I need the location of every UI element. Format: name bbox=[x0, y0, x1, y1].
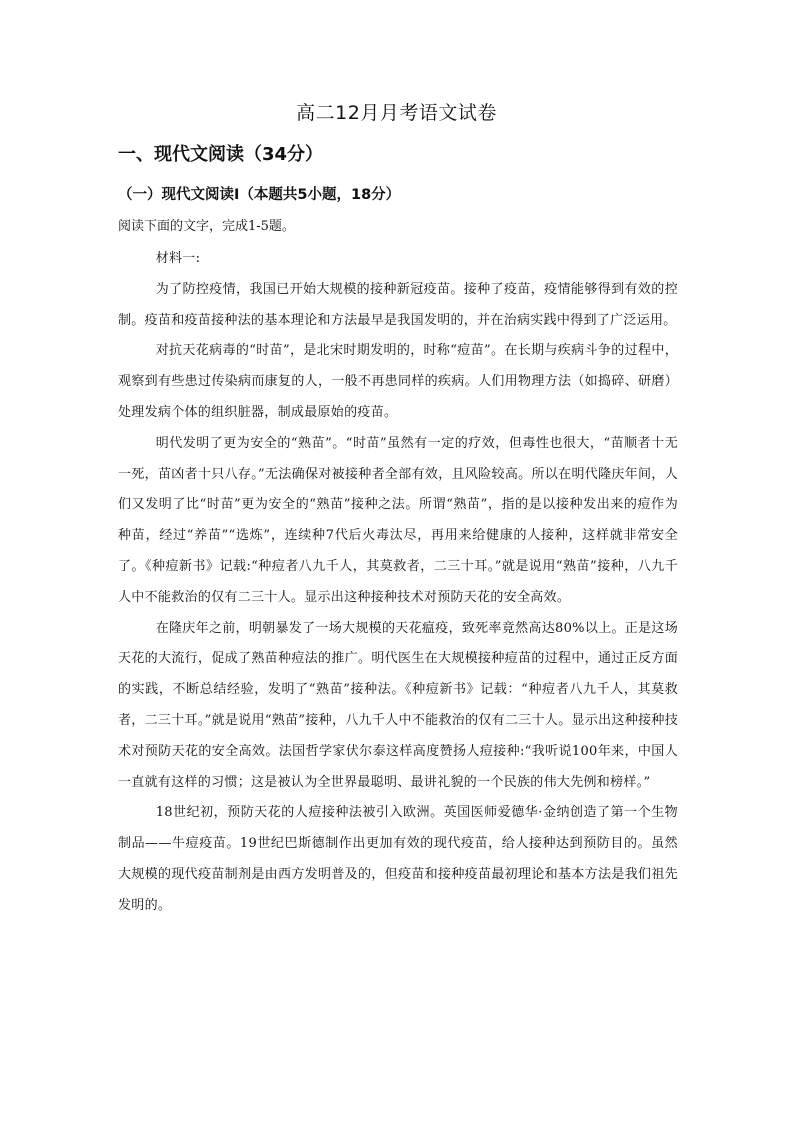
passage-paragraph-1: 为了防控疫情，我国已开始大规模的接种新冠疫苗。接种了疫苗，疫情能够得到有效的控制。疫苗和疫苗接种法的基本理论和方法最早是我国发明的，并在治病实践中得到了广泛运用。 bbox=[118, 281, 678, 328]
material-label: 材料一: bbox=[155, 251, 201, 266]
passage-paragraph-5: 18世纪初，预防天花的人痘接种法被引入欧洲。英国医师爱德华·金纳创造了第一个生物制品——牛痘疫苗。19世纪巴斯德制作出更加有效的现代疫苗，给人接种达到预防目的。虽然大规模的现代疫苗制剂是由西方发明普及的，但疫苗和接种疫苗最初理论和基本方法是我们祖先发明的。 bbox=[118, 805, 678, 913]
sub-section-heading: （一）现代文阅读Ⅰ（本题共5小题，18分） bbox=[118, 187, 401, 203]
reading-instruction: 阅读下面的文字，完成1-5题。 bbox=[118, 219, 295, 234]
passage-paragraph-3: 明代发明了更为安全的“熟苗”。“时苗”虽然有一定的疗效，但毒性也很大，“苗顺者十无一死，苗凶者十只八存。”无法确保对被接种者全部有效，且风险较高。所以在明代隆庆年间，人们又发明了比“时苗”更为安全的“熟苗”接种之法。所谓“熟苗”，指的是以接种发出来的痘作为种苗，经过“养苗”“选炼”，连续种7代后火毒汰尽，再用来给健康的人接种，这样就非常安全了。《种痘新书》记载:“种痘者八九千人，其莫救者，二三十耳。”就是说用“熟苗”接种，八九千人中不能救治的仅有二三十人。显示出这种接种技术对预防天花的安全高效。 bbox=[118, 435, 678, 605]
passage-paragraph-4: 在隆庆年之前，明朝暴发了一场大规模的天花瘟疫，致死率竟然高达80%以上。正是这场天花的大流行，促成了熟苗种痘法的推广。明代医生在大规模接种痘苗的过程中，通过正反方面的实践，不断总结经验，发明了“熟苗”接种法。《种痘新书》记载：“种痘者八九千人，其莫救者，二三十耳。”就是说用“熟苗”接种，八九千人中不能救治的仅有二三十人。显示出这种接种技术对预防天花的安全高效。法国哲学家伏尔泰这样高度赞扬人痘接种:“我听说100年来，中国人一直就有这样的习惯；这是被认为全世界最聪明、最讲礼貌的一个民族的伟大先例和榜样。” bbox=[118, 620, 678, 790]
section-heading: 一、现代文阅读（34分） bbox=[118, 144, 324, 165]
exam-title: 高二12月月考语文试卷 bbox=[296, 102, 497, 124]
passage-paragraph-2: 对抗天花病毒的“时苗”，是北宋时期发明的，时称“痘苗”。在长期与疾病斗争的过程中，观察到有些患过传染病而康复的人，一般不再患同样的疾病。人们用物理方法（如捣碎、研磨）处理发病个体的组织脏器，制成最原始的疫苗。 bbox=[118, 343, 678, 420]
reading-passage bbox=[118, 244, 678, 922]
